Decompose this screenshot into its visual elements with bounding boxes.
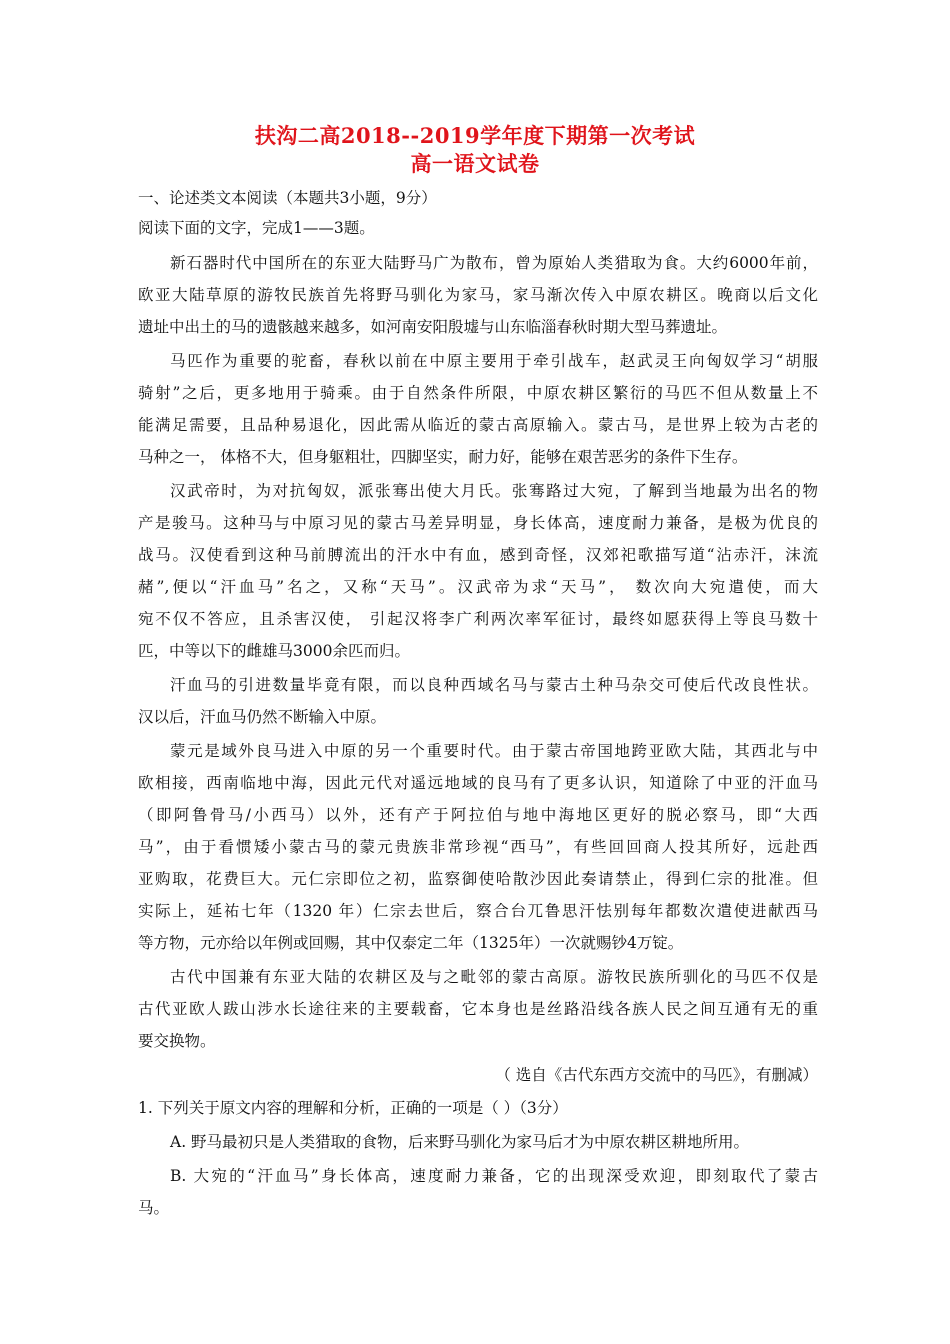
question-1-stem: 1. 下列关于原文内容的理解和分析，正确的一项是（ ）（3分） (138, 1099, 568, 1117)
passage-line: 汉武帝时，为对抗匈奴，派张骞出使大月氏。张骞路过大宛，了解到当地最为出名的物 (170, 482, 818, 500)
passage-line: 骑射”之后，更多地用于骑乘。由于自然条件所限，中原农耕区繁衍的马匹不但从数量上不 (138, 384, 818, 402)
passage-line: 亚购取，花费巨大。元仁宗即位之初，监察御使哈散沙因此奏请禁止，得到仁宗的批准。但 (138, 870, 818, 888)
passage-line: 能满足需要，且品种易退化，因此需从临近的蒙古高原输入。蒙古马，是世界上较为古老的 (138, 416, 818, 434)
passage-line: 古代中国兼有东亚大陆的农耕区及与之毗邻的蒙古高原。游牧民族所驯化的马匹不仅是 (170, 968, 818, 986)
passage-line: 马匹作为重要的驼畜，春秋以前在中原主要用于牵引战车，赵武灵王向匈奴学习“胡服 (170, 352, 818, 370)
passage-line: 宛不仅不答应，且杀害汉使， 引起汉将李广利两次率军征讨，最终如愿获得上等良马数十 (138, 610, 818, 628)
passage-source: （ 选自《古代东西方交流中的马匹》，有删减） (495, 1066, 818, 1084)
passage-line: 要交换物。 (138, 1032, 216, 1050)
passage-line: 欧相接，西南临地中海，因此元代对遥远地域的良马有了更多认识，知道除了中亚的汗血马 (138, 774, 818, 792)
passage-line: 产是骏马。这种马与中原习见的蒙古马差异明显，身长体高，速度耐力兼备，是极为优良的 (138, 514, 818, 532)
passage-line: 实际上，延祐七年（1320 年）仁宗去世后，察合台兀鲁思汗怯别每年都数次遣使进献西马 (138, 902, 818, 920)
reading-instruction: 阅读下面的文字，完成1——3题。 (138, 219, 375, 237)
passage-line: 马”，由于看惯矮小蒙古马的蒙元贵族非常珍视“西马”，有些回回商人投其所好，远赴西 (138, 838, 818, 856)
passage-line: 战马。汉使看到这种马前膊流出的汗水中有血，感到奇怪，汉郊祀歌描写道“沾赤汗，沫流 (138, 546, 818, 564)
passage-line: 蒙元是域外良马进入中原的另一个重要时代。由于蒙古帝国地跨亚欧大陆，其西北与中 (170, 742, 818, 760)
passage-line: 汗血马的引进数量毕竟有限，而以良种西域名马与蒙古土种马杂交可使后代改良性状。 (170, 676, 818, 694)
passage-line: 等方物，元亦给以年例或回赐，其中仅泰定二年（1325年）一次就赐钞4万锭。 (138, 934, 684, 952)
section-heading: 一、论述类文本阅读（本题共3小题，9分） (138, 189, 437, 207)
passage-line: （即阿鲁骨马/小西马）以外，还有产于阿拉伯与地中海地区更好的脱必察马，即“大西 (138, 806, 818, 824)
question-1-option-b-continued: 马。 (138, 1199, 170, 1217)
passage-line: 新石器时代中国所在的东亚大陆野马广为散布，曾为原始人类猎取为食。大约6000年前， (170, 254, 818, 272)
question-1-option-b: B. 大宛的“汗血马”身长体高，速度耐力兼备，它的出现深受欢迎，即刻取代了蒙古 (170, 1167, 818, 1185)
question-1-option-a: A. 野马最初只是人类猎取的食物，后来野马驯化为家马后才为中原农耕区耕地所用。 (170, 1133, 750, 1151)
passage-line: 汉以后，汗血马仍然不断输入中原。 (138, 708, 387, 726)
exam-subtitle: 高一语文试卷 (410, 151, 540, 176)
passage-line: 赭”,便以“汗血马”名之，又称“天马”。汉武帝为求“天马”， 数次向大宛遣使，而大 (138, 578, 818, 596)
passage-line: 古代亚欧人跋山涉水长途往来的主要载畜，它本身也是丝路沿线各族人民之间互通有无的重 (138, 1000, 818, 1018)
passage-line: 马种之一， 体格不大，但身躯粗壮，四脚坚实，耐力好，能够在艰苦恶劣的条件下生存。 (138, 448, 748, 466)
passage-line: 匹，中等以下的雌雄马3000余匹而归。 (138, 642, 410, 660)
passage-line: 遗址中出土的马的遗骸越来越多，如河南安阳殷墟与山东临淄春秋时期大型马葬遗址。 (138, 318, 728, 336)
exam-title: 扶沟二高2018--2019学年度下期第一次考试 (254, 123, 696, 148)
passage-line: 欧亚大陆草原的游牧民族首先将野马驯化为家马，家马渐次传入中原农耕区。晚商以后文化 (138, 286, 818, 304)
